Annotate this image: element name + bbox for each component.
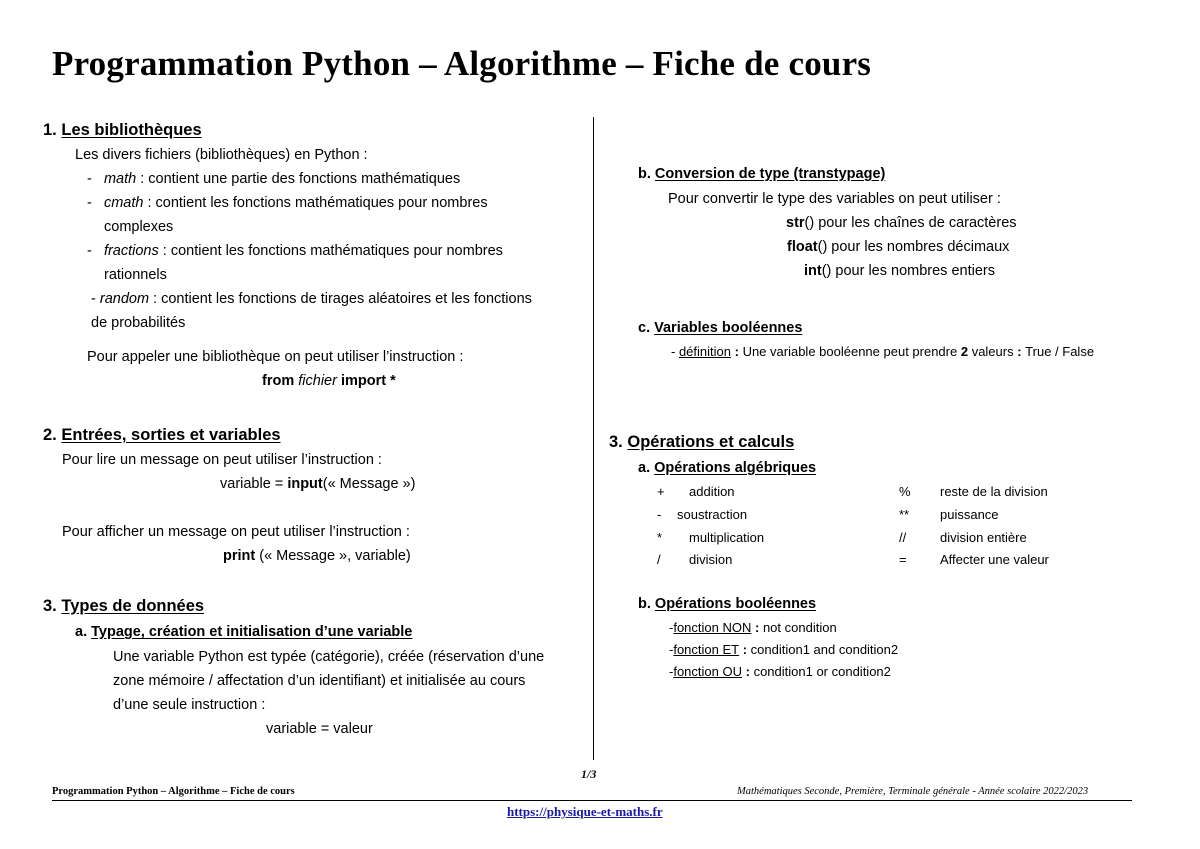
page-title: Programmation Python – Algorithme – Fiche de cours: [52, 44, 872, 83]
typage-code: variable = valeur: [266, 721, 373, 737]
library-item-random-cont: de probabilités: [91, 315, 186, 331]
section-3a-heading: a. Typage, création et initialisation d’une variable: [75, 624, 413, 640]
op-name-add: addition: [689, 484, 735, 499]
op-sym-assign: =: [899, 552, 907, 567]
section-1-heading: [43, 121, 202, 140]
op-sym-pow: **: [899, 507, 910, 522]
section-4-heading: [609, 433, 794, 452]
op-sym-add: +: [657, 484, 665, 499]
section-1-number: 1.: [43, 121, 57, 139]
library-item-fractions-cont: rationnels: [104, 267, 167, 283]
section-3-title: Types de données: [61, 597, 205, 615]
input-code: variable = input(« Message »): [220, 476, 416, 492]
conversion-float: float() pour les nombres décimaux: [787, 239, 1010, 255]
conversion-str: str() pour les chaînes de caractères: [786, 215, 1017, 231]
print-text: Pour afficher un message on peut utiliser l’instruction :: [62, 524, 410, 540]
op-sym-div: /: [657, 552, 661, 567]
section-3-heading: [43, 597, 204, 616]
op-name-pow: puissance: [940, 507, 999, 522]
typage-line-2: zone mémoire / affectation d’un identifiant) et initialisée au cours: [113, 673, 526, 689]
bool-op-not: -fonction NON : not condition: [669, 620, 837, 635]
section-2-number: 2.: [43, 426, 57, 444]
library-item-fractions: - fractions : contient les fonctions mathématiques pour nombres: [87, 243, 503, 259]
op-sym-mul: *: [657, 530, 663, 545]
library-item-cmath: - cmath : contient les fonctions mathématiques pour nombres: [87, 195, 488, 211]
section-4-number: 3.: [609, 433, 623, 451]
typage-line-3: d’une seule instruction :: [113, 697, 266, 713]
section-4-title: Opérations et calculs: [627, 433, 795, 451]
section-1-intro: Les divers fichiers (bibliothèques) en Python :: [75, 147, 368, 163]
section-3-number: 3.: [43, 597, 57, 615]
section-1-title: Les bibliothèques: [61, 121, 202, 139]
library-call-text: Pour appeler une bibliothèque on peut utiliser l’instruction :: [87, 349, 464, 365]
library-item-math: - math : contient une partie des fonctions mathématiques: [87, 171, 461, 187]
op-sym-floordiv: //: [899, 530, 907, 545]
print-code: print (« Message », variable): [223, 548, 411, 564]
op-sym-sub: -: [657, 507, 662, 522]
op-name-assign: Affecter une valeur: [940, 552, 1049, 567]
footer-course-info: Mathématiques Seconde, Première, Terminale générale - Année scolaire 2022/2023: [737, 786, 1089, 797]
input-text: Pour lire un message on peut utiliser l’instruction :: [62, 452, 382, 468]
section-2-heading: [43, 426, 281, 445]
website-link[interactable]: https://physique-et-maths.fr: [507, 804, 663, 819]
section-4a-heading: a. Opérations algébriques: [638, 460, 817, 476]
typage-line-1: Une variable Python est typée (catégorie), créée (réservation d’une: [113, 649, 545, 665]
library-item-random: - random : contient les fonctions de tirages aléatoires et les fonctions: [91, 291, 532, 307]
section-3c-heading: c. Variables booléennes: [638, 320, 803, 336]
op-name-floordiv: division entière: [940, 530, 1027, 545]
conversion-intro: Pour convertir le type des variables on peut utiliser :: [668, 191, 1001, 207]
page-number: 1/3: [581, 767, 597, 781]
op-sym-mod: %: [899, 484, 911, 499]
section-3b-heading: b. Conversion de type (transtypage): [638, 166, 886, 182]
bool-op-and: -fonction ET : condition1 and condition2: [669, 642, 899, 657]
op-name-sub: soustraction: [677, 507, 748, 522]
op-name-div: division: [689, 552, 733, 567]
section-4b-heading: b. Opérations booléennes: [638, 596, 817, 612]
footer-title: Programmation Python – Algorithme – Fiche de cours: [52, 786, 295, 797]
bool-op-or: -fonction OU : condition1 or condition2: [669, 664, 891, 679]
op-name-mul: multiplication: [689, 530, 765, 545]
op-name-mod: reste de la division: [940, 484, 1048, 499]
column-divider: [593, 117, 594, 760]
conversion-int: int() pour les nombres entiers: [804, 263, 995, 279]
library-item-cmath-cont: complexes: [104, 219, 174, 235]
section-2-title: Entrées, sorties et variables: [61, 426, 281, 444]
boolean-definition: - définition : Une variable booléenne peut prendre 2 valeurs : True / False: [671, 344, 1095, 359]
library-call-code: from fichier import *: [262, 373, 396, 389]
footer-divider: [52, 800, 1132, 801]
